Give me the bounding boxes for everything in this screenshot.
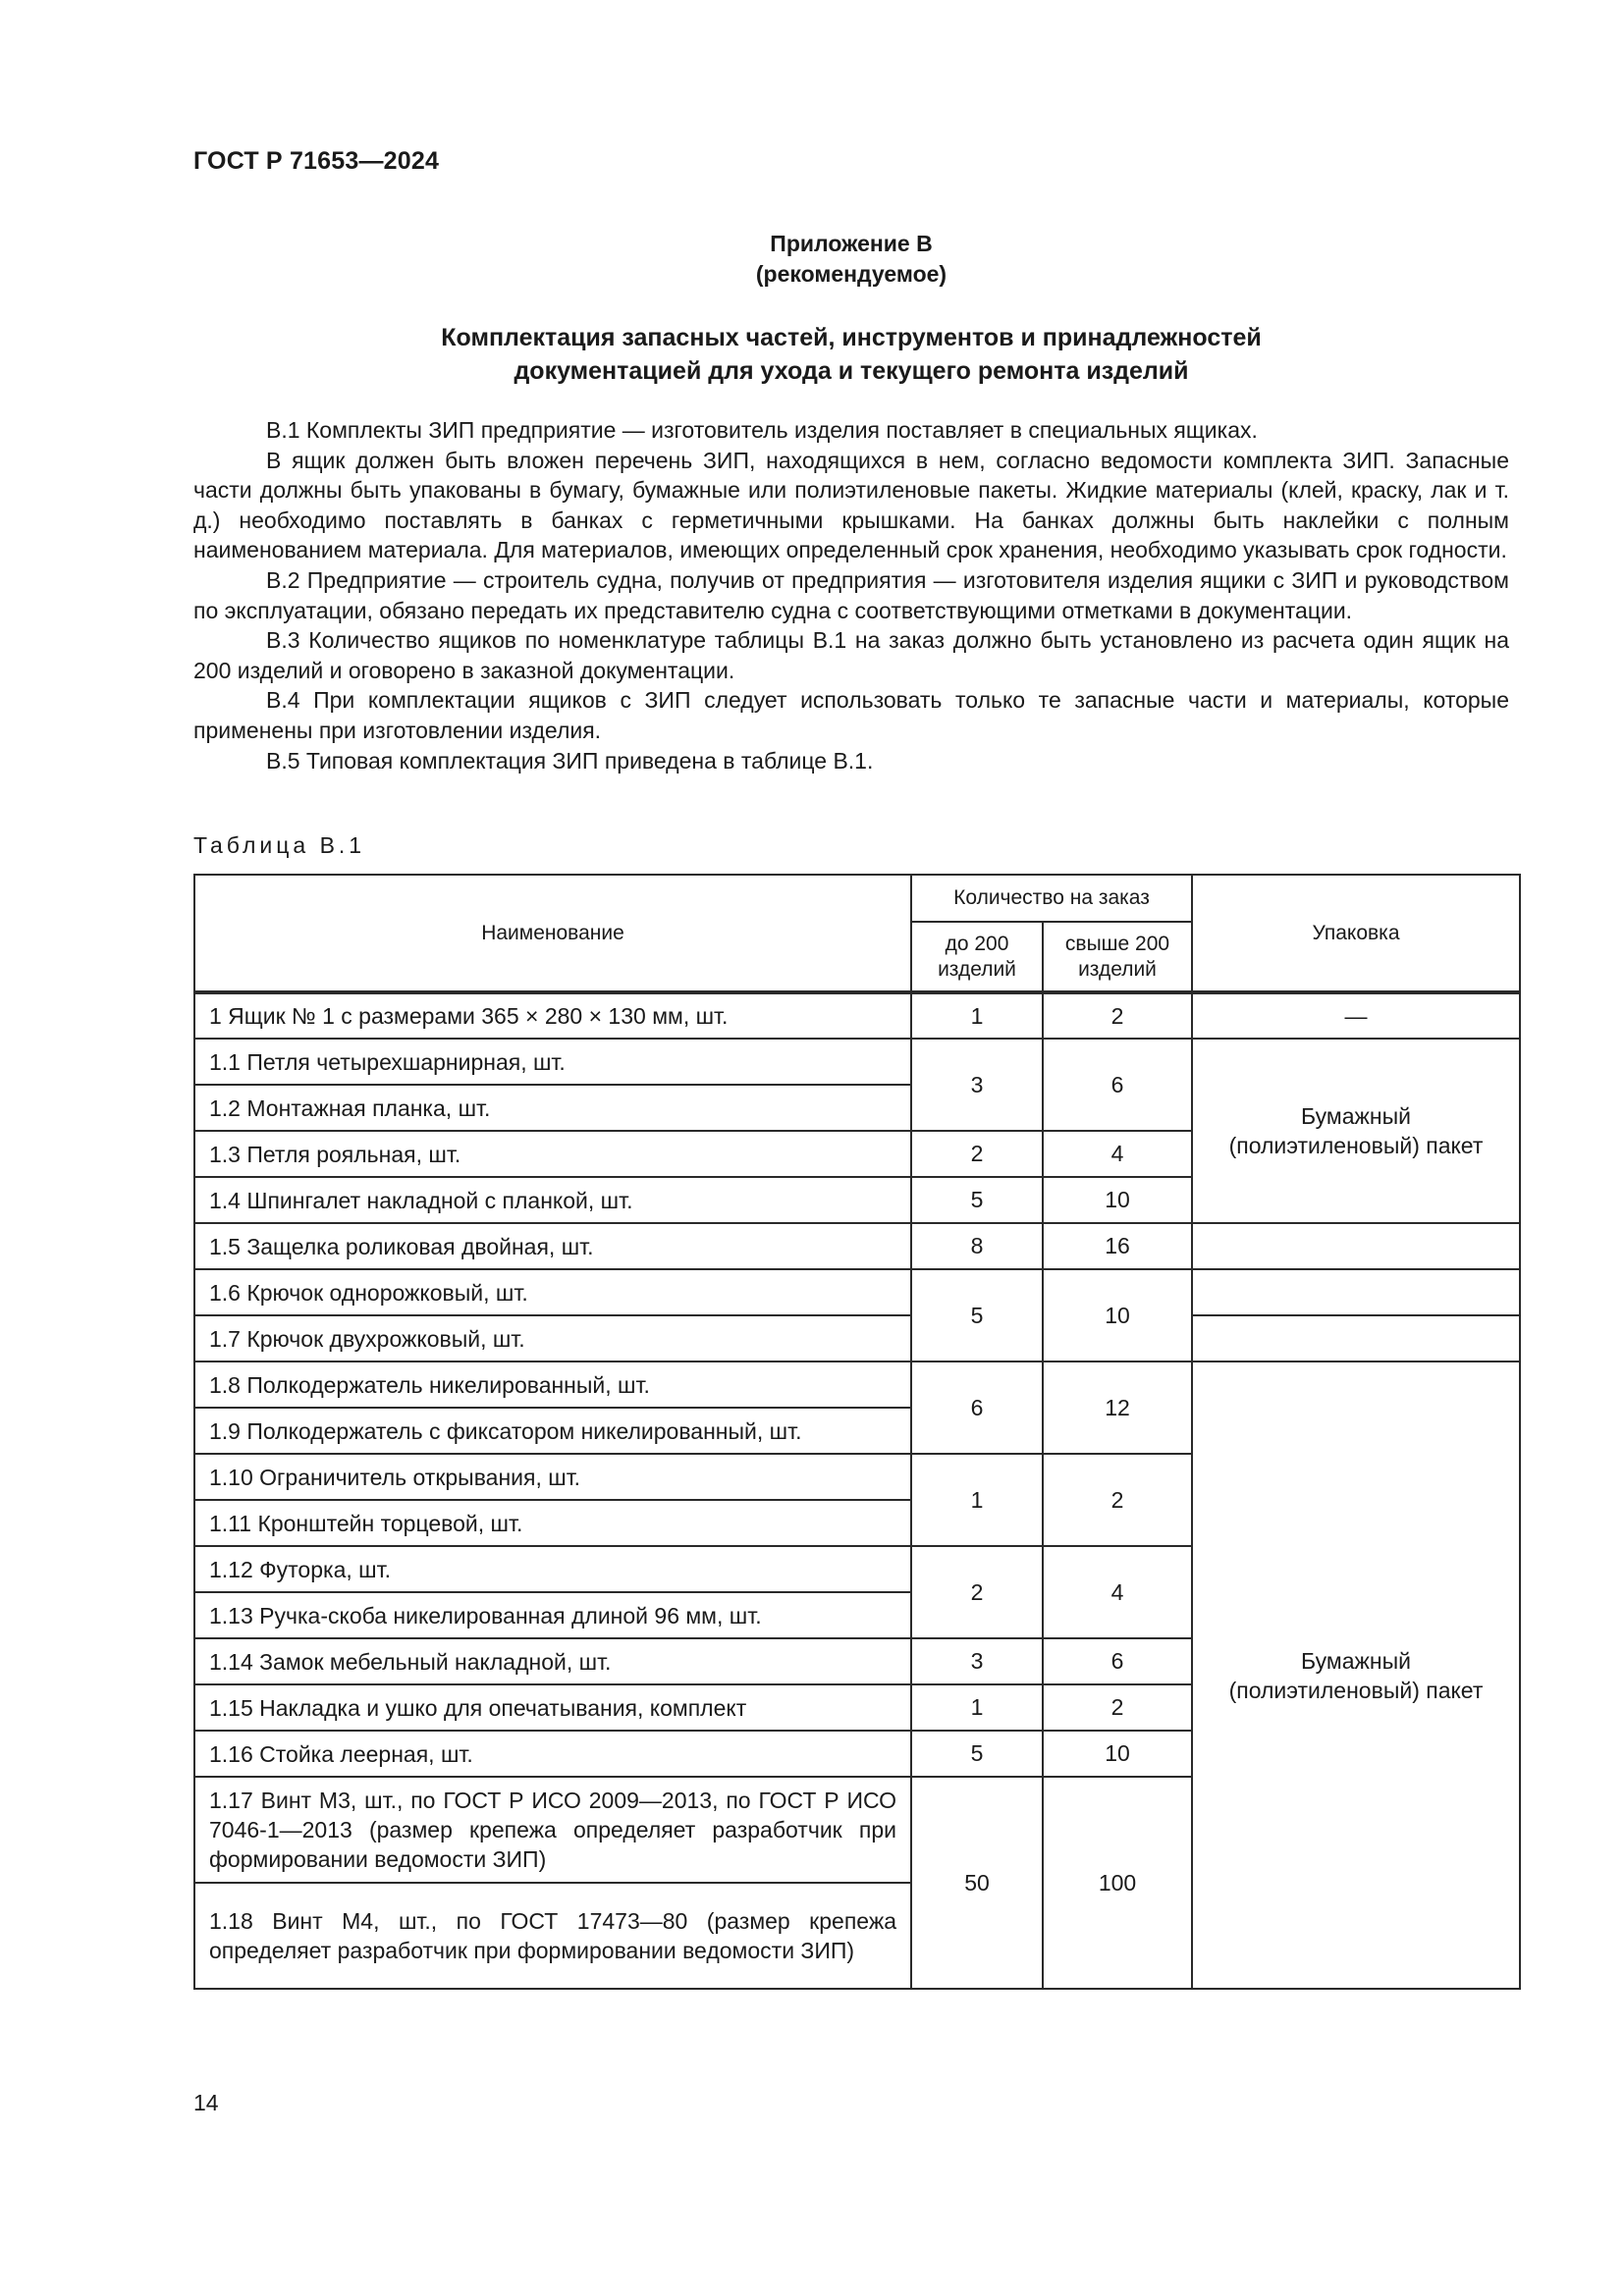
table-caption: Таблица В.1 <box>193 832 366 858</box>
paragraph: В.2 Предприятие — строитель судна, получив от предприятия — изготовителя изделия ящики с ЗИП и руководством по эксплуатации, обязано передать их представителю судна с соответствующими отметками в документации. <box>193 566 1509 623</box>
cell-packaging <box>1192 1269 1520 1315</box>
appendix-heading-line-1: Комплектация запасных частей, инструментов и принадлежностей <box>441 324 1262 351</box>
cell-name: 1.7 Крючок двухрожковый, шт. <box>194 1315 911 1362</box>
cell-qty-upto: 3 <box>911 1638 1043 1684</box>
cell-qty-upto: 5 <box>911 1731 1043 1777</box>
spare-parts-table <box>193 874 1521 1990</box>
paragraph: В.3 Количество ящиков по номенклатуре таблицы В.1 на заказ должно быть установлено из расчета один ящик на 200 изделий и оговорено в заказной документации. <box>193 627 1509 683</box>
cell-name: 1.11 Кронштейн торцевой, шт. <box>194 1500 911 1546</box>
table-row <box>194 1223 1520 1269</box>
cell-name: 1.10 Ограничитель открывания, шт. <box>194 1454 911 1500</box>
paragraph: В ящик должен быть вложен перечень ЗИП, находящихся в нем, согласно ведомости комплекта ЗИП. Запасные части должны быть упакованы в бумагу, бумажные или полиэтиленовые пакеты. Жидкие материалы (клей, краску, лак и т. д.) необходимо поставлять в банках с герметичными крышками. На банках должны быть наклейки с полным наименованием материала. Для материалов, имеющих определенный срок хранения, необходимо указывать срок годности. <box>193 447 1509 563</box>
table-row <box>194 1362 1520 1408</box>
table-row <box>194 1315 1520 1362</box>
cell-qty-over: 10 <box>1043 1177 1192 1223</box>
page-number: 14 <box>193 2090 219 2115</box>
appendix-heading <box>193 321 1509 388</box>
cell-qty-over: 12 <box>1043 1362 1192 1454</box>
cell-qty-over: 100 <box>1043 1777 1192 1989</box>
cell-qty-over: 6 <box>1043 1039 1192 1131</box>
cell-name: 1.2 Монтажная планка, шт. <box>194 1085 911 1131</box>
cell-name: 1.8 Полкодержатель никелированный, шт. <box>194 1362 911 1408</box>
cell-qty-upto: 50 <box>911 1777 1043 1989</box>
paragraph: В.1 Комплекты ЗИП предприятие — изготовитель изделия поставляет в специальных ящиках. <box>266 417 1258 443</box>
cell-packaging: Бумажный (полиэтиленовый) пакет <box>1192 1039 1520 1223</box>
paragraph: В.5 Типовая комплектация ЗИП приведена в таблице В.1. <box>266 747 874 774</box>
cell-qty-upto: 1 <box>911 992 1043 1039</box>
cell-qty-over: 16 <box>1043 1223 1192 1269</box>
appendix-subtitle: (рекомендуемое) <box>755 261 947 287</box>
cell-name: 1.9 Полкодержатель с фиксатором никелированный, шт. <box>194 1408 911 1454</box>
body-text <box>193 415 1509 775</box>
cell-qty-upto: 5 <box>911 1269 1043 1362</box>
cell-qty-upto: 1 <box>911 1684 1043 1731</box>
cell-name: 1.4 Шпингалет накладной с планкой, шт. <box>194 1177 911 1223</box>
document-code: ГОСТ Р 71653—2024 <box>193 147 440 175</box>
cell-name: 1.3 Петля рояльная, шт. <box>194 1131 911 1177</box>
header-packaging: Упаковка <box>1192 875 1520 992</box>
cell-qty-upto: 8 <box>911 1223 1043 1269</box>
cell-name: 1.6 Крючок однорожковый, шт. <box>194 1269 911 1315</box>
cell-qty-over: 6 <box>1043 1638 1192 1684</box>
paragraph: В.4 При комплектации ящиков с ЗИП следует использовать только те запасные части и материалы, которые применены при изготовлении изделия. <box>193 687 1509 743</box>
cell-name: 1.16 Стойка леерная, шт. <box>194 1731 911 1777</box>
appendix-heading-line-2: документацией для ухода и текущего ремонта изделий <box>514 357 1189 385</box>
table-row <box>194 1039 1520 1085</box>
cell-packaging: — <box>1192 992 1520 1039</box>
table-row <box>194 992 1520 1039</box>
cell-name: 1.18 Винт М4, шт., по ГОСТ 17473—80 (размер крепежа определяет разработчик при формировании ведомости ЗИП) <box>194 1883 911 1989</box>
cell-qty-over: 2 <box>1043 1454 1192 1546</box>
cell-name: 1.15 Накладка и ушко для опечатывания, комплект <box>194 1684 911 1731</box>
cell-qty-over: 4 <box>1043 1131 1192 1177</box>
cell-qty-upto: 2 <box>911 1131 1043 1177</box>
cell-packaging <box>1192 1223 1520 1269</box>
cell-name: 1 Ящик № 1 с размерами 365 × 280 × 130 мм, шт. <box>194 992 911 1039</box>
cell-name: 1.5 Защелка роликовая двойная, шт. <box>194 1223 911 1269</box>
cell-name: 1.12 Футорка, шт. <box>194 1546 911 1592</box>
cell-qty-over: 2 <box>1043 1684 1192 1731</box>
cell-name: 1.17 Винт М3, шт., по ГОСТ Р ИСО 2009—2013, по ГОСТ Р ИСО 7046-1—2013 (размер крепежа определяет разработчик при формировании ведомости ЗИП) <box>194 1777 911 1883</box>
cell-qty-over: 4 <box>1043 1546 1192 1638</box>
cell-packaging <box>1192 1315 1520 1362</box>
cell-qty-upto: 6 <box>911 1362 1043 1454</box>
cell-qty-over: 10 <box>1043 1731 1192 1777</box>
cell-qty-over: 10 <box>1043 1269 1192 1362</box>
cell-packaging: Бумажный (полиэтиленовый) пакет <box>1192 1362 1520 1989</box>
header-quantity: Количество на заказ <box>911 875 1192 922</box>
cell-qty-over: 2 <box>1043 992 1192 1039</box>
table-row <box>194 1269 1520 1315</box>
appendix-title: Приложение В <box>770 231 933 256</box>
cell-qty-upto: 3 <box>911 1039 1043 1131</box>
cell-qty-upto: 5 <box>911 1177 1043 1223</box>
header-name: Наименование <box>194 875 911 992</box>
cell-name: 1.1 Петля четырехшарнирная, шт. <box>194 1039 911 1085</box>
cell-name: 1.14 Замок мебельный накладной, шт. <box>194 1638 911 1684</box>
cell-qty-upto: 1 <box>911 1454 1043 1546</box>
cell-qty-upto: 2 <box>911 1546 1043 1638</box>
header-qty-upto-200: до 200 изделий <box>911 922 1043 992</box>
header-qty-over-200: свыше 200 изделий <box>1043 922 1192 992</box>
cell-name: 1.13 Ручка-скоба никелированная длиной 96 мм, шт. <box>194 1592 911 1638</box>
